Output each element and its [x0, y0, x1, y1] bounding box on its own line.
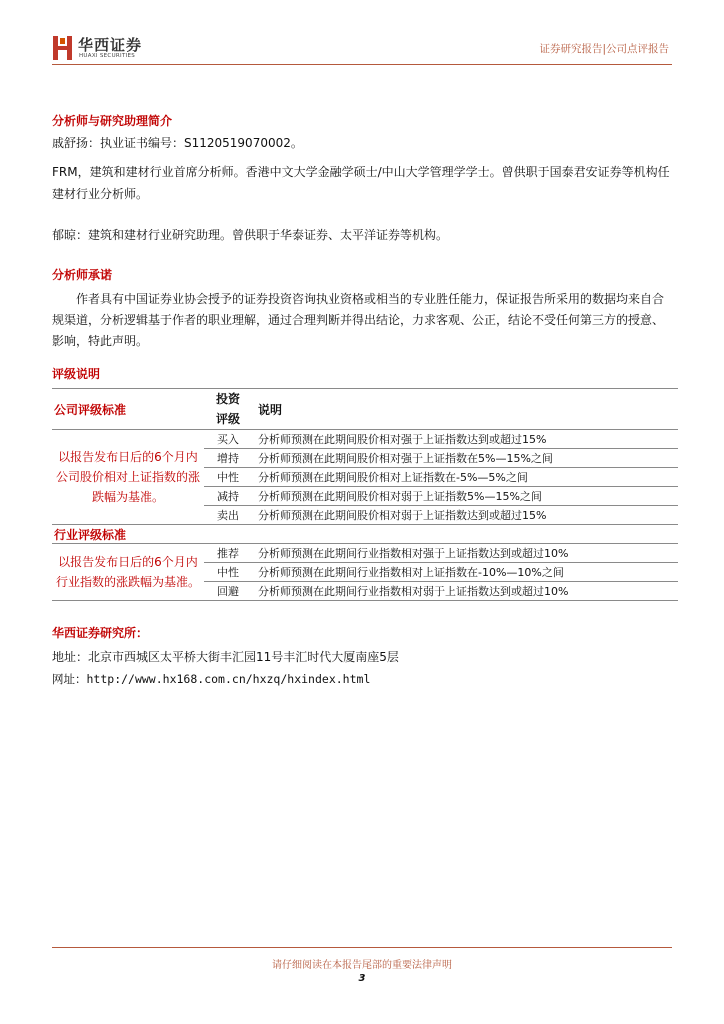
company-standard-label: 公司评级标准: [52, 389, 204, 430]
logo-chinese-name: 华西证券: [78, 36, 143, 54]
institute-address: 地址：北京市西城区太平桥大街丰汇园11号丰汇时代大厦南座5层: [52, 650, 399, 664]
rating-col-line2: 评级: [215, 412, 240, 426]
rating-value: 中性: [204, 468, 252, 487]
institute-website[interactable]: 网址：http://www.hx168.com.cn/hxzq/hxindex.html: [52, 672, 371, 686]
empty-cell: [252, 525, 678, 544]
rating-value: 卖出: [204, 506, 252, 525]
industry-standard-row: [52, 525, 678, 544]
rating-table-header: [52, 389, 678, 430]
rating-description: 分析师预测在此期间股价相对弱于上证指数达到或超过15%: [252, 506, 678, 525]
company-logo: [52, 34, 172, 64]
desc-column-header: 说明: [252, 389, 678, 430]
assistant-bio: 郁晾：建筑和建材行业研究助理。曾供职于华泰证券、太平洋证券等机构。: [52, 228, 449, 242]
rating-description: 分析师预测在此期间股价相对强于上证指数在5%—15%之间: [252, 449, 678, 468]
commitment-section-title: 分析师承诺: [52, 268, 113, 282]
analyst-section-title: 分析师与研究助理简介: [52, 114, 173, 128]
rating-value: 中性: [204, 563, 252, 582]
table-row: [52, 544, 678, 563]
rating-col-line1: 投资: [215, 392, 240, 406]
footer-divider: [52, 947, 672, 948]
table-row: [52, 430, 678, 449]
rating-value: 回避: [204, 582, 252, 601]
rating-description: 分析师预测在此期间行业指数相对上证指数在-10%—10%之间: [252, 563, 678, 582]
industry-standard-label: 行业评级标准: [52, 525, 204, 544]
rating-description: 分析师预测在此期间行业指数相对强于上证指数达到或超过10%: [252, 544, 678, 563]
header-divider: [52, 64, 672, 65]
rating-value: 推荐: [204, 544, 252, 563]
report-type-label: 证券研究报告|公司点评报告: [539, 43, 669, 55]
company-rating-basis: 以报告发布日后的6个月内公司股价相对上证指数的涨跌幅为基准。: [52, 430, 204, 525]
analyst-license: 戚舒扬：执业证书编号：S1120519070002。: [52, 136, 303, 150]
page-header: [0, 0, 724, 72]
analyst-bio: FRM，建筑和建材行业首席分析师。香港中文大学金融学硕士/中山大学管理学学士。曾供职于国泰君安证券等机构任建材行业分析师。: [52, 165, 670, 201]
page-number: 3: [358, 973, 366, 984]
rating-value: 买入: [204, 430, 252, 449]
rating-section-title: 评级说明: [52, 367, 101, 381]
rating-table: [52, 388, 678, 601]
rating-description: 分析师预测在此期间股价相对上证指数在-5%—5%之间: [252, 468, 678, 487]
industry-rating-basis: 以报告发布日后的6个月内行业指数的涨跌幅为基准。: [52, 544, 204, 601]
rating-column-header: [204, 389, 252, 430]
legal-notice: 请仔细阅读在本报告尾部的重要法律声明: [272, 960, 452, 971]
rating-description: 分析师预测在此期间行业指数相对弱于上证指数达到或超过10%: [252, 582, 678, 601]
rating-value: 减持: [204, 487, 252, 506]
institute-title: 华西证券研究所：: [52, 626, 149, 640]
logo-english-name: HUAXI SECURITIES: [79, 53, 136, 59]
empty-cell: [204, 525, 252, 544]
rating-value: 增持: [204, 449, 252, 468]
commitment-text: 作者具有中国证券业协会授予的证券投资咨询执业资格或相当的专业胜任能力，保证报告所采用的数据均来自合规渠道，分析逻辑基于作者的职业理解，通过合理判断并得出结论，力求客观、公正，结论不受任何第三方的授意、影响，特此声明。: [52, 292, 665, 348]
huaxi-logo-icon: [52, 34, 74, 62]
rating-description: 分析师预测在此期间股价相对强于上证指数达到或超过15%: [252, 430, 678, 449]
rating-description: 分析师预测在此期间股价相对弱于上证指数5%—15%之间: [252, 487, 678, 506]
